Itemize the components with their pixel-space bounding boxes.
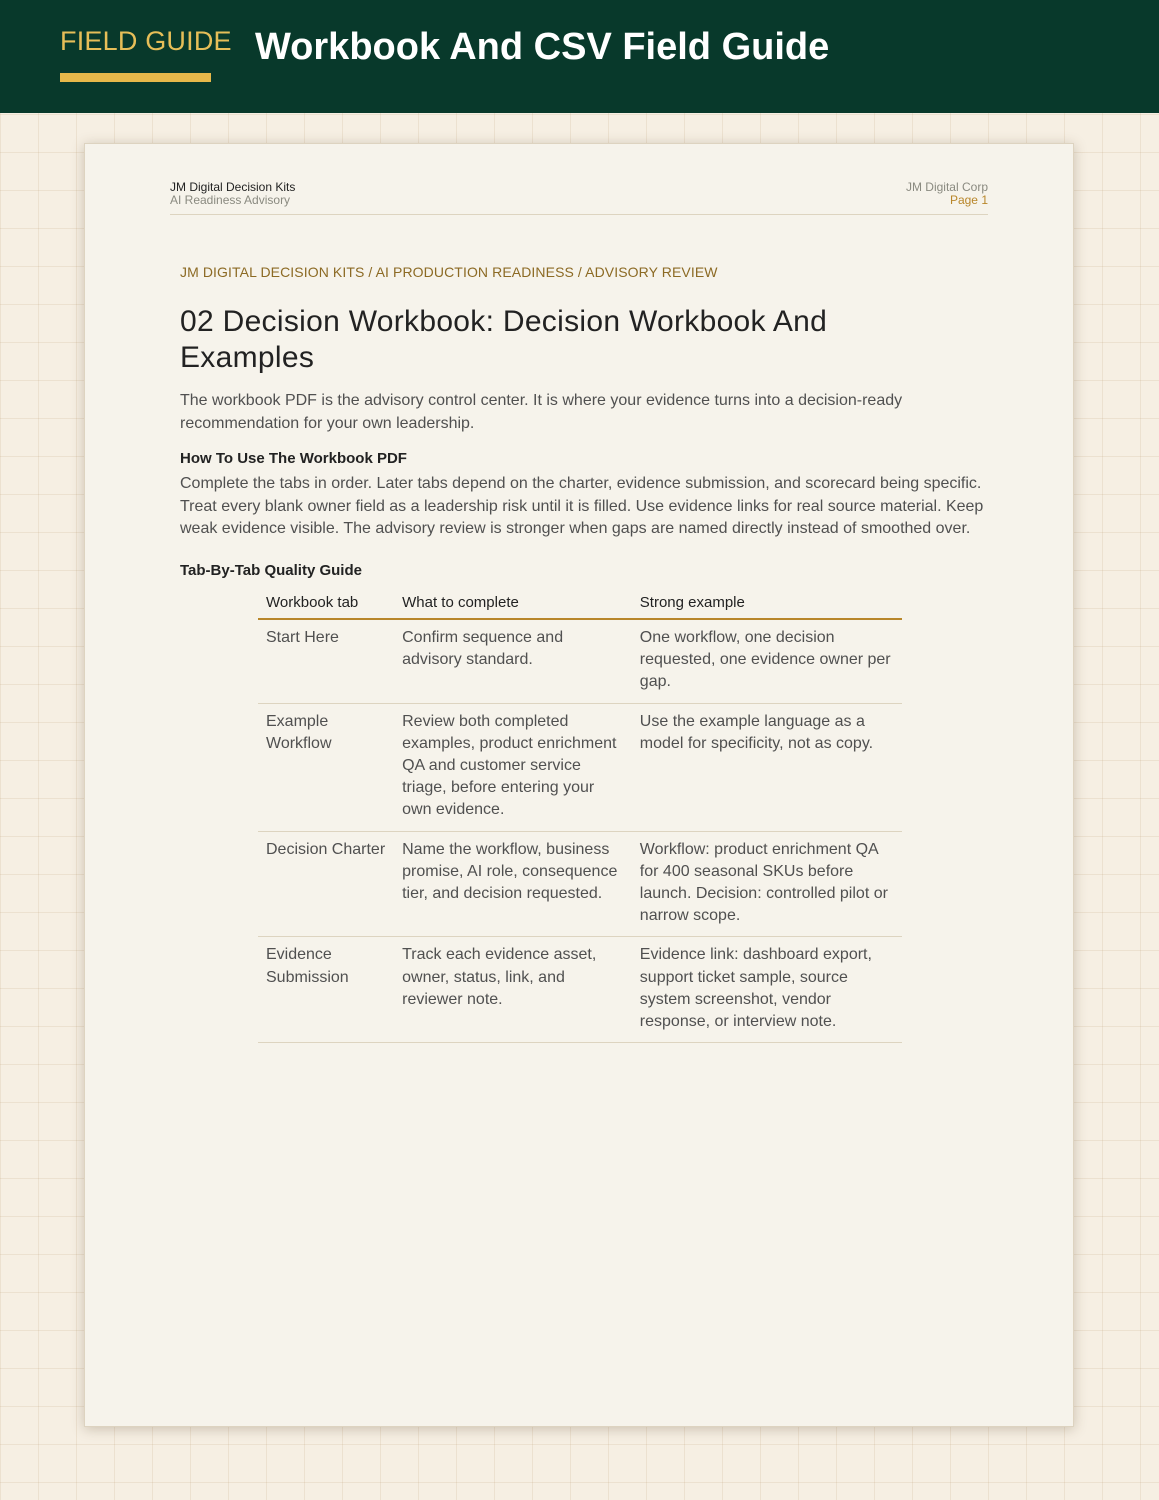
table-cell: Name the workflow, business promise, AI role, consequence tier, and decision requested. [394, 831, 632, 937]
intro-paragraph: The workbook PDF is the advisory control center. It is where your evidence turns into a decision-ready recommendation for your own leadership. [180, 392, 903, 432]
section-heading-quality-guide: Tab-By-Tab Quality Guide [180, 562, 362, 579]
column-header: Strong example [632, 588, 902, 619]
table-row [258, 831, 902, 937]
table-row [258, 619, 902, 703]
running-header-company: JM Digital Corp [905, 180, 988, 194]
table-cell: Evidence link: dashboard export, support ticket sample, source system screenshot, vendor response, or interview note. [632, 937, 902, 1043]
table-cell: Review both completed examples, product enrichment QA and customer service triage, before entering your own evidence. [394, 703, 632, 831]
table-cell: Evidence Submission [258, 937, 394, 1043]
column-header: Workbook tab [258, 588, 394, 619]
table-row [258, 703, 902, 831]
table-cell: One workflow, one decision requested, one evidence owner per gap. [632, 619, 902, 703]
document-page [84, 143, 1074, 1427]
page-number: Page 1 [949, 193, 988, 207]
kicker-accent-bar [60, 73, 211, 82]
section-heading-how-to-use: How To Use The Workbook PDF [180, 450, 407, 467]
running-header [170, 180, 988, 215]
running-header-brand: JM Digital Decision Kits [170, 180, 296, 194]
table-cell: Start Here [258, 619, 394, 703]
table-row [258, 937, 902, 1043]
banner-title: Workbook And CSV Field Guide [255, 26, 830, 68]
running-header-subtitle: AI Readiness Advisory [170, 193, 291, 207]
breadcrumb: JM DIGITAL DECISION KITS / AI PRODUCTION READINESS / ADVISORY REVIEW [180, 264, 718, 280]
table-cell: Example Workflow [258, 703, 394, 831]
page-title: 02 Decision Workbook: Decision Workbook And Examples [180, 305, 828, 374]
top-banner [0, 0, 1159, 113]
table-cell: Decision Charter [258, 831, 394, 937]
table-cell: Workflow: product enrichment QA for 400 seasonal SKUs before launch. Decision: controlled pilot or narrow scope. [632, 831, 902, 937]
how-to-use-paragraph: Complete the tabs in order. Later tabs depend on the charter, evidence submission, and scorecard being specific. Treat every blank owner field as a leadership risk until it is filled. Use evidence links for real source material. Keep weak evidence visible. The advisory review is stronger when gaps are named directly instead of smoothed over. [180, 475, 984, 537]
table-cell: Track each evidence asset, owner, status, link, and reviewer note. [394, 937, 632, 1043]
table-cell: Confirm sequence and advisory standard. [394, 619, 632, 703]
banner-kicker: FIELD GUIDE [60, 26, 232, 56]
table-cell: Use the example language as a model for specificity, not as copy. [632, 703, 902, 831]
table-header-row [258, 588, 902, 619]
column-header: What to complete [394, 588, 632, 619]
quality-guide-table [258, 588, 902, 1043]
